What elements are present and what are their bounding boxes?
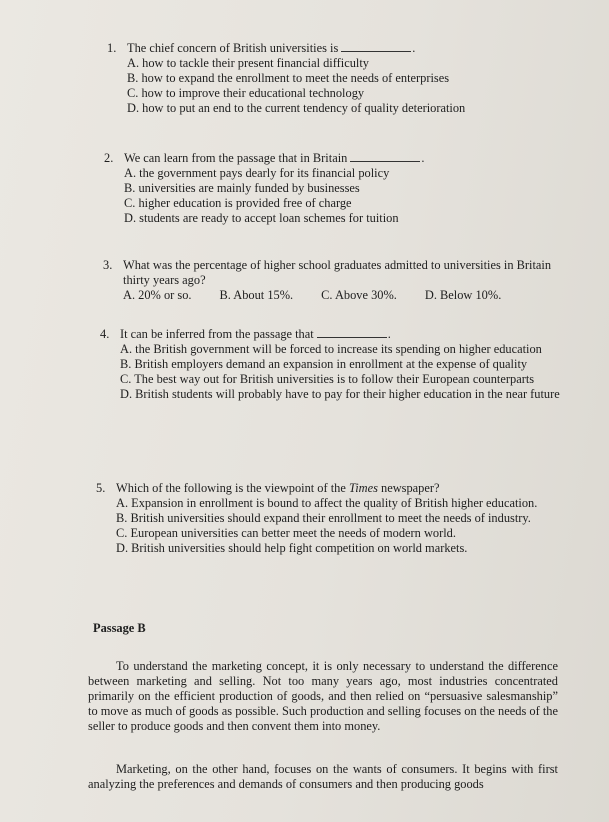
- option-d: D. students are ready to accept loan schemes for tuition: [124, 211, 399, 225]
- option-b: B. About 15%.: [219, 288, 294, 302]
- option-b: B. universities are mainly funded by businesses: [124, 181, 360, 195]
- option-list: [120, 342, 570, 402]
- question-1: [107, 41, 507, 116]
- option-c: C. how to improve their educational technology: [127, 86, 365, 100]
- option-c: C. higher education is provided free of charge: [124, 196, 352, 210]
- passage-paragraph: To understand the marketing concept, it is only necessary to understand the difference between marketing and selling. Not too many years ago, most industries concentrated primarily on the efficient production of goods, and then relied on “persuasive salesmanship” to move as much of goods as possible. Such production and selling focuses on the needs of the seller to produce goods and then convent them into money.: [88, 659, 558, 733]
- option-a: A. how to tackle their present financial difficulty: [127, 56, 369, 70]
- option-b: B. how to expand the enrollment to meet the needs of enterprises: [127, 71, 450, 85]
- question-number: 4.: [100, 327, 110, 341]
- option-a: A. 20% or so.: [123, 288, 192, 302]
- option-list: [116, 496, 566, 556]
- question-number: 1.: [107, 41, 117, 55]
- question-text-before: Which of the following is the viewpoint of the: [116, 481, 346, 495]
- option-a: A. the British government will be forced to increase its spending on higher education: [120, 342, 542, 356]
- option-c: C. The best way out for British universities is to follow their European counterparts: [120, 372, 535, 386]
- question-text: What was the percentage of higher school graduates admitted to universities in Britain thirty years ago?: [123, 258, 552, 287]
- option-a: A. the government pays dearly for its financial policy: [124, 166, 390, 180]
- option-list: [127, 56, 507, 116]
- question-stem: 4. It can be inferred from the passage that .: [100, 327, 391, 341]
- option-list: [123, 288, 573, 303]
- passage-title: Passage B: [93, 621, 146, 635]
- answer-blank: [317, 327, 387, 338]
- question-number: 5.: [96, 481, 106, 495]
- option-d: D. how to put an end to the current tendency of quality deterioration: [127, 101, 466, 115]
- question-stem: 1. The chief concern of British universities is .: [107, 41, 416, 55]
- question-stem: [96, 481, 566, 496]
- question-4: [100, 327, 570, 402]
- question-3: [103, 258, 573, 303]
- question-2: [104, 151, 504, 226]
- option-list: [124, 166, 504, 226]
- question-5: [96, 481, 566, 556]
- question-text-after: newspaper?: [381, 481, 440, 495]
- option-c: C. European universities can better meet the needs of modern world.: [116, 526, 456, 540]
- option-d: D. British universities should help fight competition on world markets.: [116, 541, 468, 555]
- question-text: It can be inferred from the passage that: [120, 327, 314, 341]
- question-stem: [103, 258, 573, 288]
- newspaper-title: Times: [348, 481, 378, 495]
- question-text: The chief concern of British universities is: [127, 41, 339, 55]
- option-b: B. British employers demand an expansion in enrollment at the expense of quality: [120, 357, 528, 371]
- option-b: B. British universities should expand their enrollment to meet the needs of industry.: [116, 511, 531, 525]
- answer-blank: [341, 41, 411, 52]
- question-number: 3.: [103, 258, 113, 272]
- option-d: D. British students will probably have to pay for their higher education in the near future: [120, 387, 560, 401]
- passage-paragraph: Marketing, on the other hand, focuses on the wants of consumers. It begins with first analyzing the preferences and demands of consumers and then producing goods: [88, 762, 558, 791]
- option-c: C. Above 30%.: [321, 288, 397, 302]
- answer-blank: [350, 151, 420, 162]
- option-a: A. Expansion in enrollment is bound to affect the quality of British higher education.: [116, 496, 538, 510]
- option-d: D. Below 10%.: [424, 288, 502, 302]
- question-text: We can learn from the passage that in Britain: [124, 151, 348, 165]
- question-number: 2.: [104, 151, 114, 165]
- question-stem: 2. We can learn from the passage that in Britain .: [104, 151, 425, 165]
